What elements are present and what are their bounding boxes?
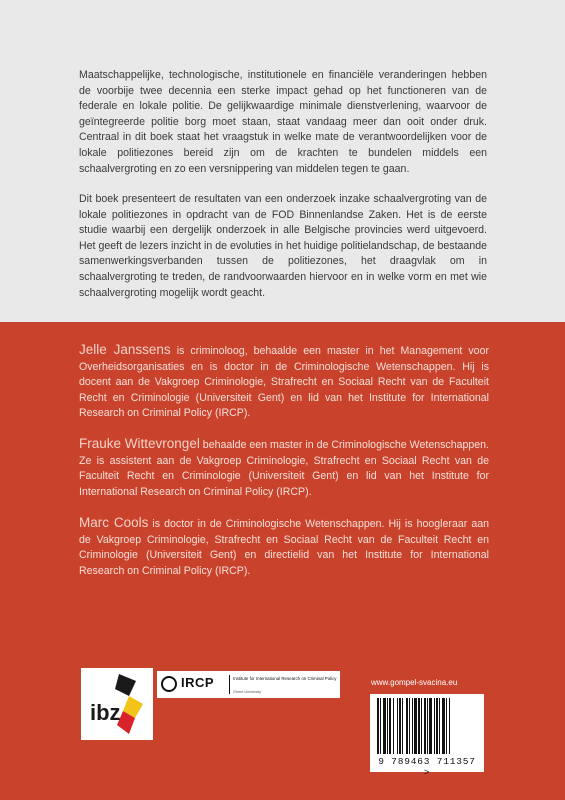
ircp-university: Ghent University	[233, 690, 262, 694]
publisher-url: www.gompel-svacina.eu	[371, 678, 458, 687]
author-description: is doctor in de Criminologische Wetenschappen. Hij is hoogleraar aan de Vakgroep Criminologie, Strafrecht en Sociaal Recht van de Faculteit Recht en Criminologie (Universiteit Gent) en directielid van het Institute for International Research on Criminal Policy (IRCP).	[79, 518, 489, 577]
barcode-bar	[389, 698, 391, 754]
barcode-bar	[412, 698, 413, 754]
barcode-bar	[421, 698, 422, 754]
ibz-mark-icon	[81, 668, 153, 740]
barcode-bar	[380, 698, 381, 754]
barcode-bar	[402, 698, 403, 754]
ircp-circle-icon	[161, 676, 177, 692]
barcode-bar	[442, 698, 445, 754]
barcode-bar	[446, 698, 447, 754]
ircp-logo	[157, 671, 340, 698]
barcode-bar	[436, 698, 438, 754]
ircp-full-name: Institute for International Research on Criminal Policy	[233, 676, 337, 681]
author-bio-3	[79, 515, 489, 579]
barcode-bar	[449, 698, 450, 754]
author-description: behaalde een master in de Criminologische Wetenschappen. Ze is assistent aan de Vakgroep Criminologie, Strafrecht en Sociaal Recht van de Faculteit Recht en Criminologie (Universiteit Gent) en lid van het Institute for International Research on Criminal Policy (IRCP).	[79, 439, 489, 498]
barcode-bar	[406, 698, 408, 754]
ibz-wordmark: ibz	[90, 700, 121, 725]
barcode-bar	[383, 698, 386, 754]
logo-row	[81, 668, 351, 740]
barcode-bar	[377, 698, 379, 754]
barcode-bar	[393, 698, 394, 754]
barcode-bar	[414, 698, 417, 754]
barcode-bar	[397, 698, 398, 754]
barcode-bars-icon	[375, 698, 479, 756]
barcode-bar	[399, 698, 401, 754]
barcode-bar	[424, 698, 426, 754]
author-name: Jelle Janssens	[79, 342, 171, 357]
ibz-logo	[81, 668, 153, 740]
barcode-bar	[429, 698, 432, 754]
barcode-bar	[439, 698, 440, 754]
isbn-barcode	[370, 694, 484, 778]
author-bio-1	[79, 342, 489, 422]
author-description: is criminoloog, behaalde een master in het Management voor Overheidsorganisaties en is doctor in de Criminologische Wetenschappen. Hij is docent aan de Vakgroep Criminologie, Strafrecht en Sociaal Recht van de Faculteit Recht en Criminologie (Universiteit Gent) en lid van het Institute for International Research on Criminal Policy (IRCP).	[79, 345, 489, 419]
ircp-divider	[229, 675, 230, 694]
author-bio-2	[79, 436, 489, 500]
blurb-paragraph-2: Dit boek presenteert de resultaten van een onderzoek inzake schaalvergroting van de lokale politiezones in opdracht van de FOD Binnenlandse Zaken. Het is de eerste studie waarbij een dergelijk onderzoek in alle Belgische provincies werd uitgevoerd. Het geeft de lezers inzicht in de evoluties in het huidige politielandschap, de bestaande samenwerkingsverbanden tussen de politiezones, het draagvlak om in schaalvergroting te treden, de randvoorwaarden hiervoor en in welke vorm en met wie schaalvergroting mogelijk wordt geacht.	[79, 193, 487, 299]
barcode-bar	[427, 698, 428, 754]
barcode-bar	[387, 698, 388, 754]
isbn-number: 9 789463 711357 >	[378, 756, 476, 778]
author-name: Marc Cools	[79, 515, 149, 530]
barcode-bar	[434, 698, 435, 754]
barcode-bar	[409, 698, 410, 754]
author-name: Frauke Wittevrongel	[79, 436, 200, 451]
ircp-acronym: IRCP	[181, 675, 215, 690]
blurb-paragraph-1: Maatschappelijke, technologische, institutionele en financiële veranderingen hebben de voorbije twee decennia een sterke impact gehad op het functioneren van de federale en lokale politie. De gelijkwaardige minimale dienstverlening, waarvoor de geïntegreerde politie borg moet staan, staat vandaag meer dan ooit onder druk. Centraal in dit boek staat het vraagstuk in welke mate de verantwoordelijken voor de lokale politiezones bereid zijn om de krachten te bundelen middels een schaalvergroting en zo een versnippering van middelen tegen te gaan.	[79, 69, 487, 175]
barcode-bar	[418, 698, 420, 754]
